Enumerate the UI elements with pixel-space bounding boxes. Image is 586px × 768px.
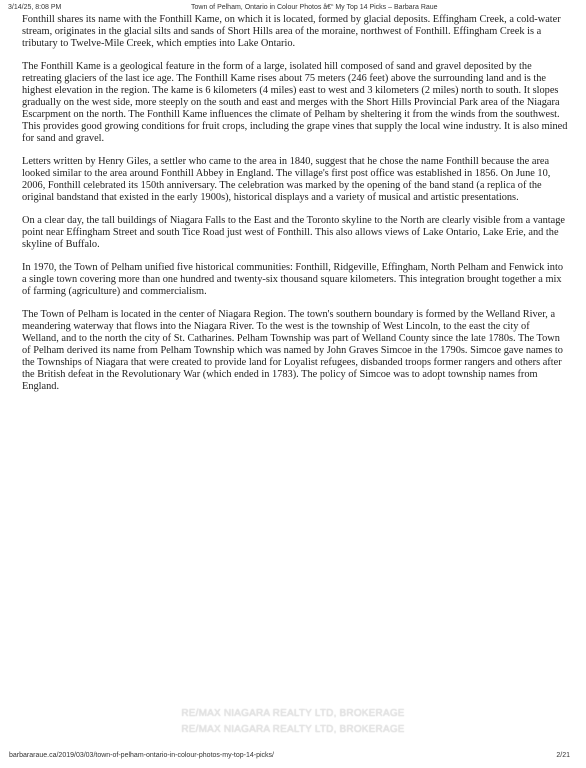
brokerage-watermark: RE/MAX NIAGARA REALTY LTD, BROKERAGE xyxy=(181,708,405,719)
page-number: 2/21 xyxy=(556,752,570,759)
paragraph-kame-geology: The Fonthill Kame is a geological feature in the form of a large, isolated hill composed of sand and gravel deposited by the retreating glaciers of the last ice age. The Fonthill Kame rises about 75 meters (246 feet) above the surrounding land and is the highest elevation in the region. The kame is 6 kilometers (4 miles) east to west and 3 kilometers (2 miles) north to south. It slopes gradually on the west side, more steeply on the south and east and merges with the Short Hills Provincial Park area of the Niagara Escarpment on the north. The Fonthill Kame influences the climate of Pelham by sheltering it from the winds from the southwest. This provides good growing conditions for fruit crops, including the grape vines that supply the local wine industry. It is also mined for sand and gravel. xyxy=(22,60,568,145)
page-url: barbararaue.ca/2019/03/03/town-of-pelham-ontario-in-colour-photos-my-top-14-picks/ xyxy=(9,752,274,759)
paragraph-views: On a clear day, the tall buildings of Niagara Falls to the East and the Toronto skyline to the North are clearly visible from a vantage point near Effingham Street and south Tice Road just west of Fonthill. This also allows views of Lake Ontario, Lake Erie, and the skyline of Buffalo. xyxy=(22,215,566,251)
paragraph-fonthill-kame-origin: Fonthill shares its name with the Fonthill Kame, on which it is located, formed by glacial deposits. Effingham Creek, a cold-water stream, originates in the glacial silts and sands of Short Hills area of the moraine, northwest of Fonthill. Effingham Creek is a tributary to Twelve-Mile Creek, which empties into Lake Ontario. xyxy=(22,14,561,50)
print-header xyxy=(8,4,576,14)
brokerage-watermark: RE/MAX NIAGARA REALTY LTD, BROKERAGE xyxy=(181,724,405,735)
print-date: 3/14/25, 8:08 PM xyxy=(8,4,62,11)
paragraph-town-location: The Town of Pelham is located in the center of Niagara Region. The town's southern boundary is formed by the Welland River, a meandering waterway that flows into the Niagara River. To the west is the township of West Lincoln, to the east the city of Welland, and to the north the city of St. Catharines. Pelham Township was part of Welland County since the late 1780s. The Town of Pelham derived its name from Pelham Township which was named by John Graves Simcoe in the 1790s. Simcoe gave names to the Townships of Niagara that were created to provide land for Loyalist refugees, disbanded troops former rangers and others after the British defeat in the Revolutionary War (which ended in 1783). The policy of Simcoe was to adopt township names from England. xyxy=(22,308,563,393)
article-body xyxy=(22,14,568,404)
page-title: Town of Pelham, Ontario in Colour Photos â€“ My Top 14 Picks – Barbara Raue xyxy=(191,4,438,11)
print-footer xyxy=(9,752,570,762)
paragraph-history-giles: Letters written by Henry Giles, a settler who came to the area in 1840, suggest that he chose the name Fonthill because the area looked similar to the area around Fonthill Abbey in England. The village's first post office was established in 1856. On June 10, 2006, Fonthill celebrated its 150th anniversary. The celebration was marked by the opening of the band stand (a replica of the original bandstand that existed in the early 1900s), historical displays and a variety of musical and artistic presentations. xyxy=(22,156,551,204)
paragraph-1970-unification: In 1970, the Town of Pelham unified five historical communities: Fonthill, Ridgeville, Effingham, North Pelham and Fenwick into a single town covering more than one hundred and twenty-six thousand square kilometers. This integration brought together a mix of farming (agriculture) and commercialism. xyxy=(22,261,564,298)
